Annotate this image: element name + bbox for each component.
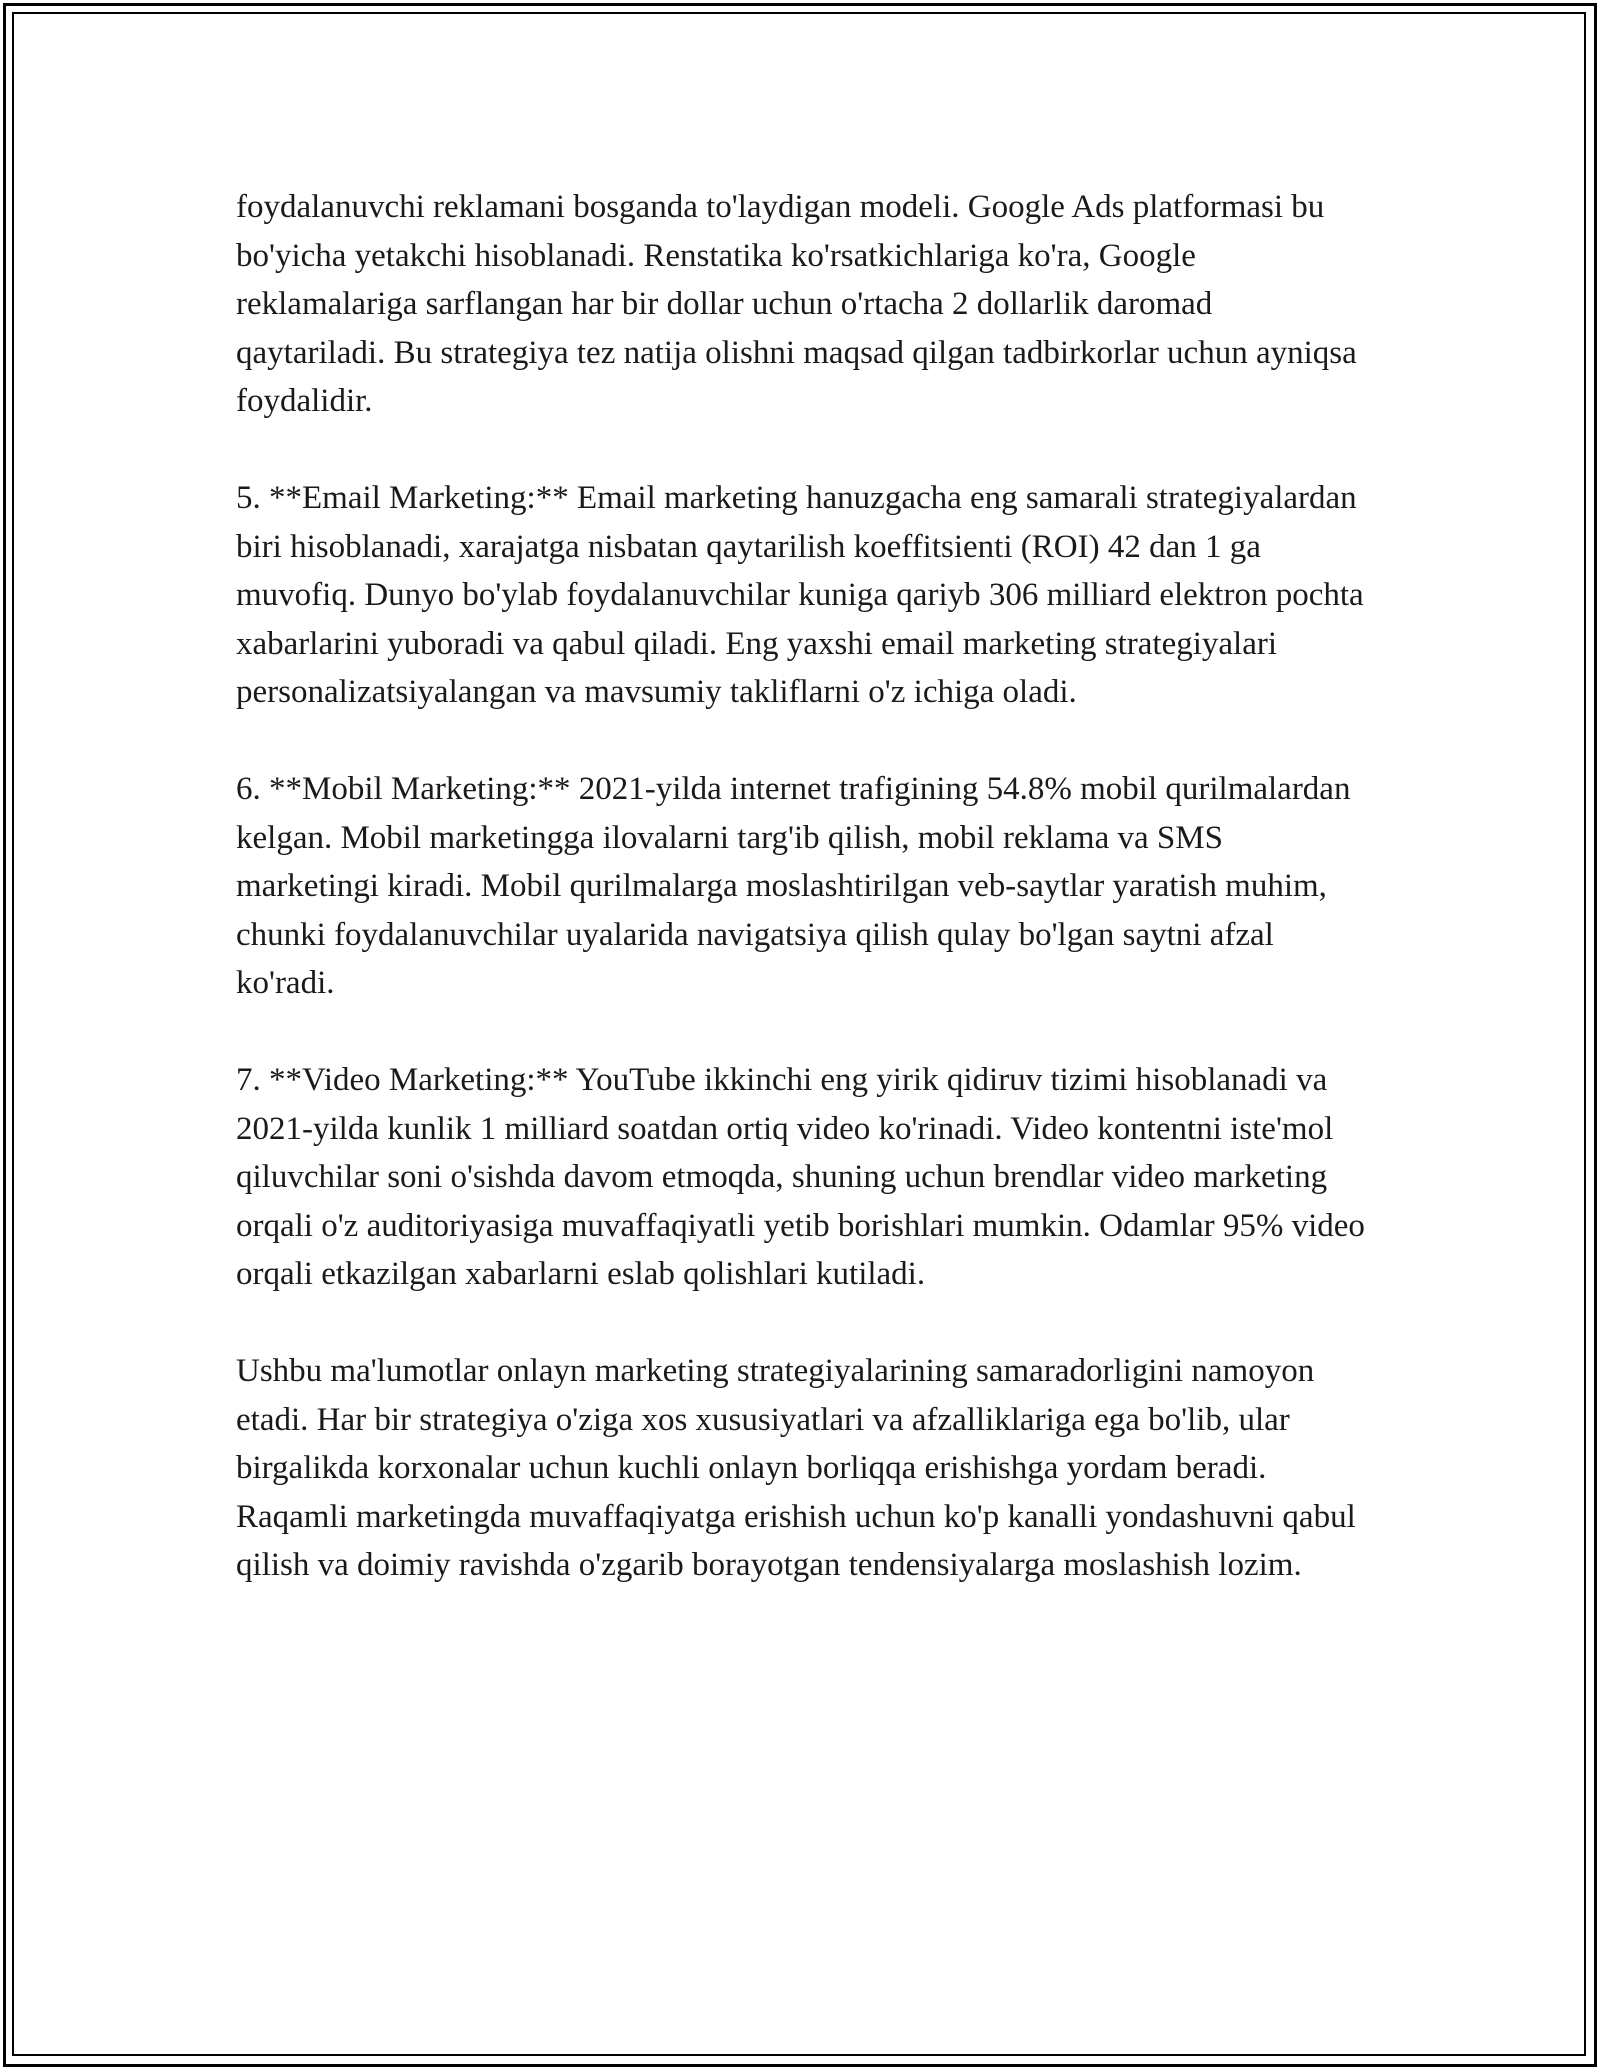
paragraph-conclusion: Ushbu ma'lumotlar onlayn marketing strategiyalarining samaradorligini namoyon etadi. Har bir strategiya o'ziga xos xususiyatlari va afzalliklariga ega bo'lib, ular birgalikda korxonalar uchun kuchli onlayn borliqqa erishishga yordam beradi. Raqamli marketingda muvaffaqiyatga erishish uchun ko'p kanalli yondashuvni qabul qilish va doimiy ravishda o'zgarib borayotgan tendensiyalarga moslashish lozim. — [236, 1353, 1356, 1583]
document-body — [236, 183, 1366, 1590]
paragraph-email-marketing: 5. **Email Marketing:** Email marketing hanuzgacha eng samarali strategiyalardan biri hisoblanadi, xarajatga nisbatan qaytarilish koeffitsienti (ROI) 42 dan 1 ga muvofiq. Dunyo bo'ylab foydalanuvchilar kuniga qariyb 306 milliard elektron pochta xabarlarini yuboradi va qabul qiladi. Eng yaxshi email marketing strategiyalari personalizatsiyalangan va mavsumiy takliflarni o'z ichiga oladi. — [236, 480, 1364, 710]
paragraph-video-marketing: 7. **Video Marketing:** YouTube ikkinchi eng yirik qidiruv tizimi hisoblanadi va 2021-yilda kunlik 1 milliard soatdan ortiq video ko'rinadi. Video kontentni iste'mol qiluvchilar soni o'sishda davom etmoqda, shuning uchun brendlar video marketing orqali o'z auditoriyasiga muvaffaqiyatli yetib borishlari mumkin. Odamlar 95% video orqali etkazilgan xabarlarni eslab qolishlari kutiladi. — [236, 1062, 1365, 1292]
paragraph-intro-continuation: foydalanuvchi reklamani bosganda to'laydigan modeli. Google Ads platformasi bu bo'yicha yetakchi hisoblanadi. Renstatika ko'rsatkichlariga ko'ra, Google reklamalariga sarflangan har bir dollar uchun o'rtacha 2 dollarlik daromad qaytariladi. Bu strategiya tez natija olishni maqsad qilgan tadbirkorlar uchun ayniqsa foydalidir. — [236, 189, 1357, 419]
paragraph-mobil-marketing: 6. **Mobil Marketing:** 2021-yilda internet trafigining 54.8% mobil qurilmalardan kelgan. Mobil marketingga ilovalarni targ'ib qilish, mobil reklama va SMS marketingi kiradi. Mobil qurilmalarga moslashtirilgan veb-saytlar yaratish muhim, chunki foydalanuvchilar uyalarida navigatsiya qilish qulay bo'lgan saytni afzal ko'radi. — [236, 771, 1351, 1001]
